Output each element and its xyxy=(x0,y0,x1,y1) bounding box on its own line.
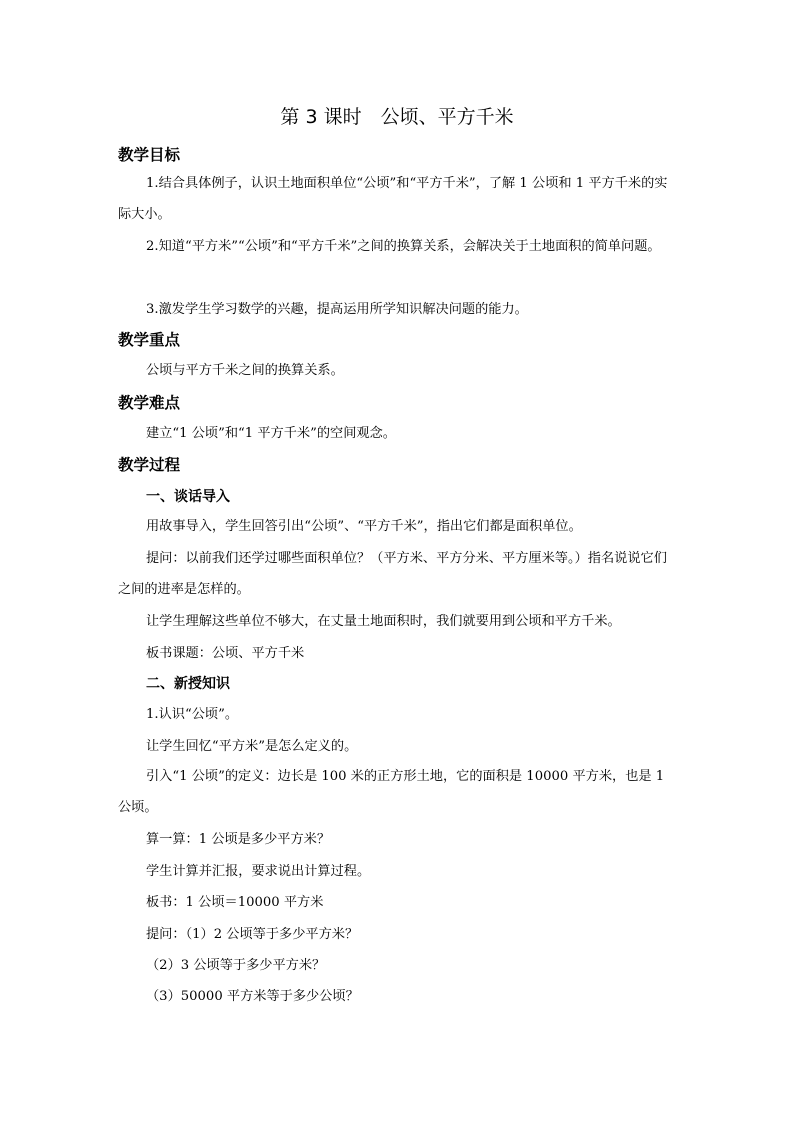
question-3: （3）50000 平方米等于多少公顷？ xyxy=(146,989,359,1004)
section-2-heading: 二、新授知识 xyxy=(146,676,230,692)
objective-item-2: 2.知道“平方米”“公顷”和“平方千米”之间的换算关系，会解决关于土地面积的简单问题。 xyxy=(146,239,661,254)
objectives-heading: 教学目标 xyxy=(118,146,181,164)
section-1-paragraph: 板书课题：公顷、平方千米 xyxy=(146,646,305,661)
section-2-paragraph: 板书：1 公顷＝10000 平方米 xyxy=(146,895,324,910)
section-2-paragraph: 引入“1 公顷”的定义：边长是 100 米的正方形土地，它的面积是 10000 平方米，也是 1 公顷。 xyxy=(118,769,665,815)
section-1-paragraph: 提问：以前我们还学过哪些面积单位？（平方米、平方分米、平方厘米等。）指名说说它们之间的进率是怎样的。 xyxy=(118,551,667,597)
key-point-heading: 教学重点 xyxy=(118,331,181,349)
section-1-paragraph: 让学生理解这些单位不够大，在丈量土地面积时，我们就要用到公顷和平方千米。 xyxy=(146,614,621,629)
section-2-paragraph: 算一算：1 公顷是多少平方米？ xyxy=(146,832,331,847)
difficult-point-text: 建立“1 公顷”和“1 平方千米”的空间观念。 xyxy=(146,426,396,441)
page-title: 第 3 课时 公顷、平方千米 xyxy=(280,106,514,128)
question-1: 提问：（1）2 公顷等于多少平方米？ xyxy=(146,927,359,942)
question-2: （2）3 公顷等于多少平方米？ xyxy=(146,958,326,973)
section-1-paragraph: 用故事导入，学生回答引出“公顷”、“平方千米”，指出它们都是面积单位。 xyxy=(146,519,582,534)
key-point-text: 公顷与平方千米之间的换算关系。 xyxy=(146,363,344,378)
process-heading: 教学过程 xyxy=(118,456,181,474)
difficult-point-heading: 教学难点 xyxy=(118,394,181,412)
section-2-paragraph: 学生计算并汇报，要求说出计算过程。 xyxy=(146,864,371,879)
section-2-paragraph: 让学生回忆“平方米”是怎么定义的。 xyxy=(146,739,358,754)
section-2-paragraph: 1.认识“公顷”。 xyxy=(146,707,239,722)
objective-item-3: 3.激发学生学习数学的兴趣，提高运用所学知识解决问题的能力。 xyxy=(146,302,528,317)
objective-item-1: 1.结合具体例子，认识土地面积单位“公顷”和“平方千米”，了解 1 公顷和 1 平方千米的实际大小。 xyxy=(118,176,668,222)
section-1-heading: 一、谈话导入 xyxy=(146,489,230,505)
